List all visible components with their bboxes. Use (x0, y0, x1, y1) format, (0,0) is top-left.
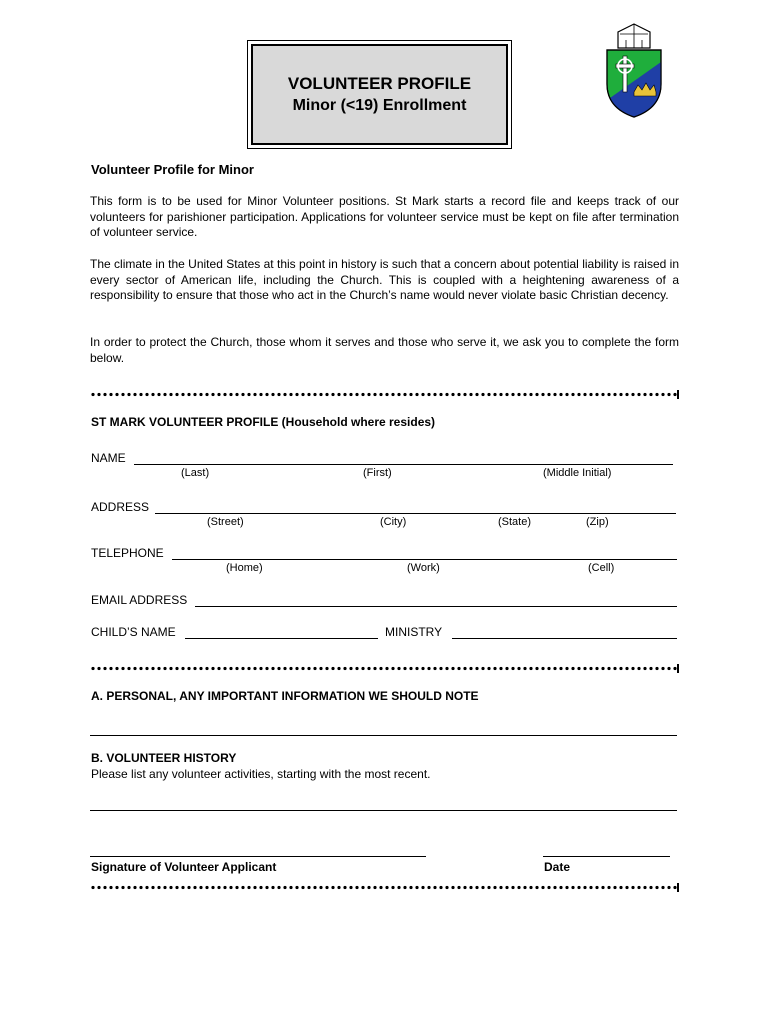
date-field[interactable] (543, 856, 670, 857)
intro-paragraph-2: The climate in the United States at this point in history is such that a concern about potential liability is raised in every sector of American life, including the Church. This is coupled with a heightening awareness of a responsibility to ensure that those who act in the Church’s name would never violate basic Christian decency. (90, 257, 679, 302)
name-first-caption: (First) (363, 467, 392, 479)
section-a-heading: A. PERSONAL, ANY IMPORTANT INFORMATION WE SHOULD NOTE (91, 689, 479, 703)
section-b-heading: B. VOLUNTEER HISTORY (91, 751, 237, 765)
intro-paragraph-1: This form is to be used for Minor Volunteer positions. St Mark starts a record file and keeps track of our volunteers for parishioner participation. Applications for volunteer service must be kept on file after termination of volunteer service. (90, 194, 679, 239)
name-last-caption: (Last) (181, 467, 210, 479)
address-zip-caption: (Zip) (586, 516, 609, 528)
ministry-label: MINISTRY (385, 625, 443, 639)
name-field[interactable] (134, 464, 673, 465)
divider (90, 666, 678, 671)
email-label: EMAIL ADDRESS (91, 593, 188, 607)
section-b-instruction: Please list any volunteer activities, starting with the most recent. (91, 767, 431, 781)
email-field[interactable] (195, 606, 677, 607)
telephone-label: TELEPHONE (91, 546, 164, 560)
intro-heading: Volunteer Profile for Minor (91, 162, 254, 177)
date-label: Date (544, 860, 571, 874)
address-street-caption: (Street) (207, 516, 244, 528)
intro-paragraph-3: In order to protect the Church, those whom it serves and those who serve it, we ask you to complete the form below. (90, 335, 679, 365)
title-panel (251, 44, 508, 145)
child-name-field[interactable] (185, 638, 378, 639)
name-middle-caption: (Middle Initial) (543, 467, 612, 479)
profile-heading: ST MARK VOLUNTEER PROFILE (Household where resides) (91, 415, 436, 429)
address-label: ADDRESS (91, 500, 150, 514)
page-title: VOLUNTEER PROFILE (287, 73, 472, 93)
telephone-cell-caption: (Cell) (588, 562, 615, 574)
ministry-field[interactable] (452, 638, 677, 639)
child-name-label: CHILD’S NAME (91, 625, 176, 639)
telephone-home-caption: (Home) (226, 562, 263, 574)
telephone-field[interactable] (172, 559, 677, 560)
page-subtitle: Minor (<19) Enrollment (292, 96, 467, 114)
diocese-crest-logo (604, 22, 664, 118)
signature-label: Signature of Volunteer Applicant (91, 860, 277, 874)
address-city-caption: (City) (380, 516, 407, 528)
cross-icon (623, 56, 627, 92)
title-box (247, 40, 512, 149)
name-label: NAME (91, 451, 126, 465)
divider (90, 885, 678, 890)
signature-field[interactable] (90, 856, 426, 857)
telephone-work-caption: (Work) (407, 562, 440, 574)
address-field[interactable] (155, 513, 676, 514)
divider (90, 392, 678, 397)
volunteer-history-field[interactable] (90, 810, 677, 811)
address-state-caption: (State) (498, 516, 532, 528)
personal-info-field[interactable] (90, 735, 677, 736)
